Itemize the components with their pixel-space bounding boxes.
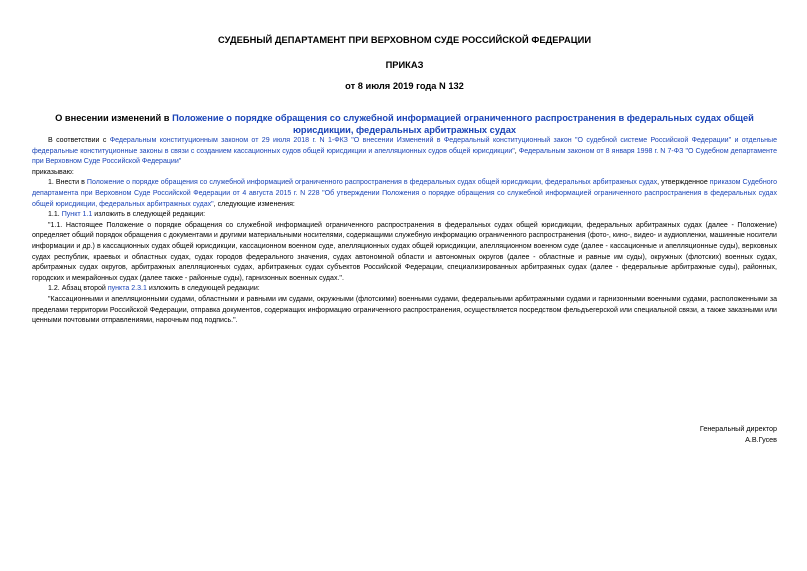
item1-text-1: 1. Внести в — [48, 179, 87, 187]
title-prefix: О внесении изменений в — [55, 113, 173, 123]
clause-1-1-link[interactable]: Пункт 1.1 — [61, 211, 93, 219]
signature-block — [700, 424, 777, 445]
title-regulation-link[interactable]: Положение о порядке обращения со служебной информацией ограниченного распространения в федеральных судах общей юрисдикции, федеральных арбитражных судах — [172, 113, 754, 135]
signatory-name: А.В.Гусев — [745, 434, 777, 444]
item-1-paragraph — [32, 178, 777, 210]
document-date-number: от 8 июля 2019 года N 132 — [345, 81, 464, 91]
item11-text-2: изложить в следующей редакции: — [92, 211, 206, 219]
item-1-1-paragraph — [32, 210, 777, 221]
clause-2-3-1-link[interactable]: пункта 2.3.1 — [107, 285, 147, 293]
item-1-2-paragraph — [32, 284, 777, 295]
clause-1-1-new-text: "1.1. Настоящее Положение о порядке обращения со служебной информацией ограниченного распространения в федеральных судах общей юрисдикции, федеральных арбитражных судах (далее - Положение) определяет общий порядок обращения с документами и другими материальными носителями, содержащими служебную информацию ограниченного распространения (фото-, кино-, видео- и аудиопленки, машинные носители информации и др.) в кассационных судах общей юрисдикции, кассационном военном суде, апелляционных судах общей юрисдикции, апелляционном военном суде (далее - кассационные и апелляционные суды), верховных судах республик, краевых и областных судах, судах городов федерального значения, судах автономной области и автономных округов (далее - областные и равные им суды), окружных (флотских) военных судах, арбитражных судах округов, арбитражных апелляционных судах, арбитражных судах субъектов Российской Федерации, специализированных арбитражных судах (далее - федеральные арбитражные суды), районных, городских и межрайонных судах (далее также - районные суды), гарнизонных военных судах.". — [32, 221, 777, 282]
issuer-heading: СУДЕБНЫЙ ДЕПАРТАМЕНТ ПРИ ВЕРХОВНОМ СУДЕ РОССИЙСКОЙ ФЕДЕРАЦИИ — [217, 35, 592, 45]
item12-text-1: 1.2. Абзац второй — [48, 285, 108, 293]
document-type: ПРИКАЗ — [385, 60, 424, 70]
item1-text-2: , утвержденное — [657, 179, 710, 187]
basis-text-1: В соответствии с — [48, 137, 110, 144]
signatory-position: Генеральный директор — [699, 424, 777, 433]
regulation-link[interactable]: Положение о порядке обращения со служебной информацией ограниченного распространения в федеральных судах общей юрисдикции, федеральных арбитражных судах — [86, 179, 658, 187]
document-title — [32, 112, 777, 136]
federal-law-link[interactable]: Федеральным законом от 8 января 1998 г. N 7-ФЗ "О Судебном департаменте при Верховном Суде Российской Федерации" — [32, 147, 777, 166]
item12-text-2: изложить в следующей редакции: — [146, 285, 260, 293]
item1-text-3: , следующие изменения: — [213, 200, 295, 208]
basis-text-2: , — [514, 147, 519, 155]
order-keyword: приказываю: — [32, 168, 74, 176]
federal-constitutional-law-link[interactable]: Федеральным конституционным законом от 29 июля 2018 г. N 1-ФКЗ "О внесении Изменений в Федеральный конституционный закон "О судебной системе Российской Федерации" и отдельные федеральные конституционные законы в связи с созданием кассационных судов общей юрисдикции и апелляционных судов общей юрисдикции" — [32, 137, 777, 155]
item11-text-1: 1.1. — [48, 211, 62, 219]
order-228-link[interactable]: приказом Судебного департамента при Верховном Суде Российской Федерации от 4 августа 2015 г. N 228 "Об утверждении Положения о порядке обращения со служебной информацией ограниченного распространения в федеральных судах общей юрисдикции, федеральных арбитражных судах" — [32, 179, 777, 208]
legal-basis-paragraph — [32, 136, 777, 168]
clause-2-3-1-new-text: "Кассационными и апелляционными судами, областными и равными им судами, окружными (флотскими) военными судами, федеральными арбитражными судами и гарнизонными военными судами, расположенными за пределами территории Российской Федерации, отправка документов, содержащих информацию ограниченного распространения, осуществляется посредством фельдъегерской или специальной связи, а также заказными или ценными почтовыми отправлениями, нарочным под подпись.". — [32, 295, 777, 325]
